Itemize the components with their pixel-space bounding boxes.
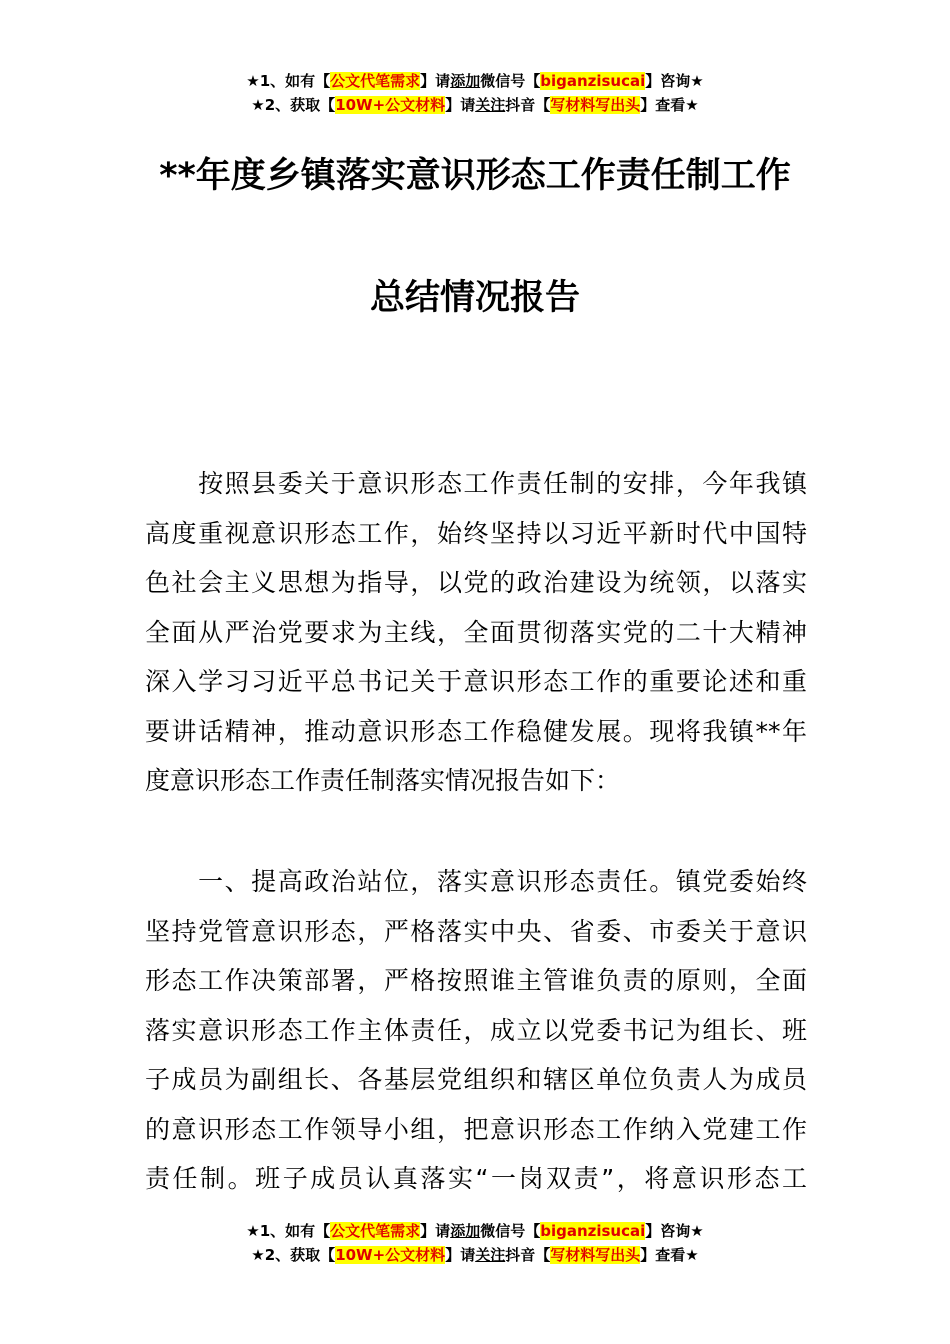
paragraph-line: 按照县委关于意识形态工作责任制的安排，今年我镇: [145, 469, 807, 498]
paragraph-line: 深入学习习近平总书记关于意识形态工作的重要论述和重: [145, 667, 807, 696]
banner-text: 】请: [445, 96, 476, 114]
banner-emphasis: 关注: [475, 96, 506, 114]
paragraph-line: 落实意识形态工作主体责任，成立以党委书记为组长、班: [145, 1015, 807, 1045]
banner-text: 】咨询★: [645, 1222, 704, 1240]
paragraph-line: 要讲话精神，推动意识形态工作稳健发展。现将我镇**年: [145, 716, 807, 746]
banner-text: ★1、如有【: [246, 72, 331, 90]
banner-line-2: [0, 1243, 950, 1267]
paragraph-line: 全面从严治党要求为主线，全面贯彻落实党的二十大精神: [145, 617, 807, 647]
banner-text: ★1、如有【: [246, 1222, 331, 1240]
paragraph-line: 子成员为副组长、各基层党组织和辖区单位负责人为成员: [145, 1065, 807, 1094]
banner-highlight: 写材料写出头: [550, 1246, 641, 1264]
banner-highlight: 10W+公文材料: [335, 96, 446, 114]
banner-text: 】查看★: [640, 1246, 699, 1264]
paragraph-line: 形态工作决策部署，严格按照谁主管谁负责的原则，全面: [145, 966, 807, 995]
document-title-line-2: 总结情况报告: [369, 278, 580, 318]
banner-text: 】咨询★: [645, 72, 704, 90]
paragraph-line: 坚持党管意识形态，严格落实中央、省委、市委关于意识: [145, 916, 807, 946]
banner-text: 微信号【: [480, 72, 541, 90]
banner-text: 】请: [420, 1222, 451, 1240]
banner-line-1: [0, 1219, 950, 1243]
paragraph-line: 一、提高政治站位，落实意识形态责任。镇党委始终: [145, 867, 807, 896]
banner-highlight: 公文代笔需求: [330, 1222, 421, 1240]
paragraph-line: 度意识形态工作责任制落实情况报告如下：: [145, 766, 621, 795]
banner-text: ★2、获取【: [251, 96, 336, 114]
banner-text: 】查看★: [640, 96, 699, 114]
banner-highlight: 写材料写出头: [550, 96, 641, 114]
banner-emphasis: 添加: [450, 1222, 481, 1240]
banner-text: 】请: [420, 72, 451, 90]
paragraph-line: 责任制。班子成员认真落实“一岗双责”，将意识形态工: [145, 1164, 807, 1193]
banner-text: 抖音【: [505, 96, 551, 114]
banner-text: 】请: [445, 1246, 476, 1264]
document-title-line-1: **年度乡镇落实意识形态工作责任制工作: [159, 156, 791, 196]
banner-text: 微信号【: [480, 1222, 541, 1240]
banner-highlight: biganzisucai: [540, 1222, 646, 1240]
paragraph-line: 的意识形态工作领导小组，把意识形态工作纳入党建工作: [145, 1114, 807, 1144]
banner-highlight: 公文代笔需求: [330, 72, 421, 90]
banner-emphasis: 添加: [450, 72, 481, 90]
paragraph-line: 高度重视意识形态工作，始终坚持以习近平新时代中国特: [145, 518, 807, 548]
body-paragraph-intro: [145, 459, 807, 806]
banner-highlight: 10W+公文材料: [335, 1246, 446, 1264]
banner-text: 抖音【: [505, 1246, 551, 1264]
banner-highlight: biganzisucai: [540, 72, 646, 90]
header-banner: [0, 69, 950, 117]
paragraph-line: 色社会主义思想为指导，以党的政治建设为统领，以落实: [145, 568, 807, 597]
body-paragraph-section-1: [145, 857, 807, 1204]
banner-line-2: [0, 93, 950, 117]
banner-text: ★2、获取【: [251, 1246, 336, 1264]
footer-banner: [0, 1219, 950, 1267]
banner-line-1: [0, 69, 950, 93]
banner-emphasis: 关注: [475, 1246, 506, 1264]
